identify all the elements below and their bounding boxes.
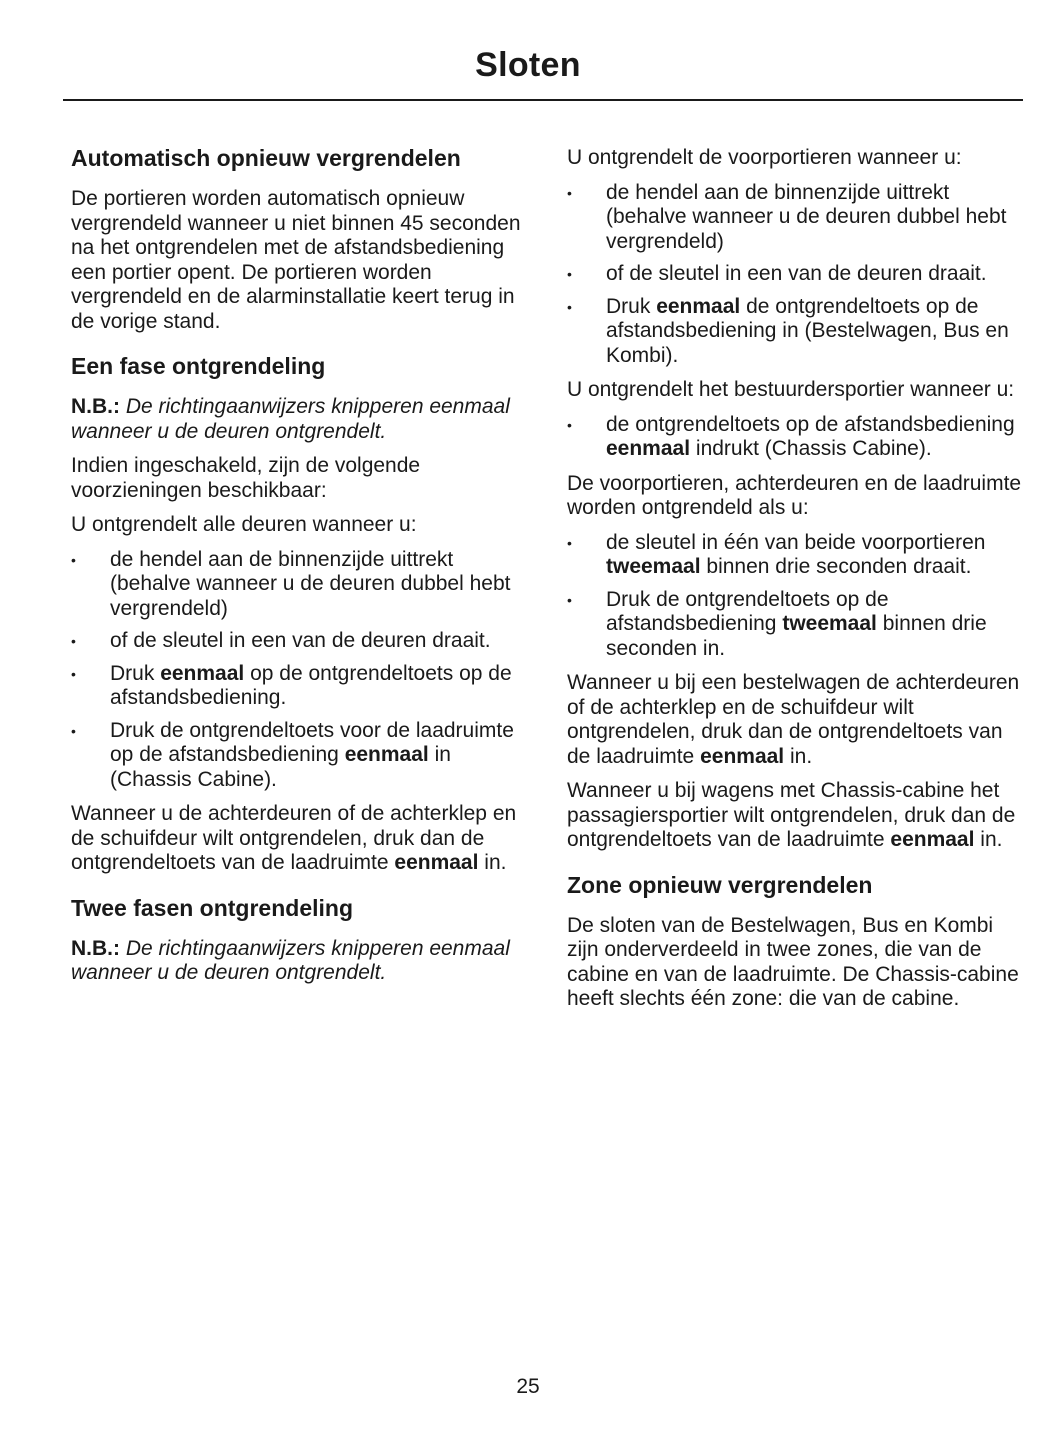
- paragraph-driver-door: U ontgrendelt het bestuurdersportier wanneer u:: [567, 378, 1015, 401]
- bullet-glyph: •: [71, 551, 76, 568]
- right-column: [567, 146, 1022, 1022]
- title-rule: [63, 99, 1023, 101]
- list-item: • Druk eenmaal op de ontgrendeltoets op de afstandsbediening.: [71, 661, 512, 709]
- bullet-glyph: •: [567, 416, 572, 433]
- note-label: N.B.:: [71, 395, 120, 418]
- page-title: Sloten: [475, 46, 581, 84]
- paragraph-rear-doors: Wanneer u de achterdeuren of de achterklep en de schuifdeur wilt ontgrendelen, druk dan de ontgrendeltoets van de laadruimte eenmaal in.: [71, 802, 517, 874]
- list-item: • de sleutel in één van beide voorportieren tweemaal binnen drie seconden draait.: [567, 530, 986, 578]
- page-number: 25: [516, 1375, 540, 1398]
- list-item: • de hendel aan de binnenzijde uittrekt (behalve wanneer u de deuren dubbel hebt vergrendeld): [567, 180, 1007, 253]
- list-item: • Druk de ontgrendeltoets voor de laadruimte op de afstandsbediening eenmaal in (Chassis Cabine).: [71, 718, 514, 791]
- bullet-glyph: •: [567, 184, 572, 201]
- left-column: [71, 146, 526, 996]
- list-all-doors: [71, 548, 526, 793]
- paragraph-front-doors: U ontgrendelt de voorportieren wanneer u:: [567, 146, 962, 169]
- list-item: • of de sleutel in een van de deuren draait.: [71, 629, 491, 652]
- list-front-doors: [567, 181, 1022, 369]
- bullet-glyph: •: [71, 665, 76, 682]
- note-text: De richtingaanwijzers knipperen eenmaal wanneer u de deuren ontgrendelt.: [71, 936, 510, 984]
- bullet-glyph: •: [71, 722, 76, 739]
- paragraph-auto-relock: De portieren worden automatisch opnieuw vergrendeld wanneer u niet binnen 45 seconden na het ontgrendelen met de afstandsbediening een portier opent. De portieren worden vergrendeld en de alarminstallatie keert terug in de vorige stand.: [71, 187, 521, 333]
- paragraph-van-rear: Wanneer u bij een bestelwagen de achterdeuren of de achterklep en de schuifdeur wilt ontgrendelen, druk dan de ontgrendeltoets van de laadruimte eenmaal in.: [567, 671, 1020, 768]
- note-label: N.B.:: [71, 936, 120, 960]
- bullet-glyph: •: [567, 298, 572, 315]
- list-item: • de ontgrendeltoets op de afstandsbediening eenmaal indrukt (Chassis Cabine).: [567, 412, 1015, 460]
- paragraph-features: Indien ingeschakeld, zijn de volgende voorzieningen beschikbaar:: [71, 454, 421, 502]
- note-single-stage: [71, 395, 526, 444]
- list-item: • of de sleutel in een van de deuren draait.: [567, 262, 987, 285]
- paragraph-all-areas: De voorportieren, achterdeuren en de laadruimte worden ontgrendeld als u:: [567, 471, 1022, 519]
- paragraph-all-doors: U ontgrendelt alle deuren wanneer u:: [71, 513, 417, 536]
- bullet-glyph: •: [567, 534, 572, 551]
- list-driver-door: [567, 413, 1022, 462]
- note-text: De richtingaanwijzers knipperen eenmaal wanneer u de deuren ontgrendelt.: [71, 395, 510, 443]
- list-item: • Druk de ontgrendeltoets op de afstandsbediening tweemaal binnen drie seconden in.: [567, 587, 987, 660]
- heading-zone-relock: Zone opnieuw vergrendelen: [567, 871, 873, 898]
- list-item: • de hendel aan de binnenzijde uittrekt (behalve wanneer u de deuren dubbel hebt vergrendeld): [71, 547, 511, 620]
- paragraph-chassis-cab: Wanneer u bij wagens met Chassis-cabine het passagiersportier wilt ontgrendelen, druk dan de ontgrendeltoets van de laadruimte eenmaal in.: [567, 779, 1016, 851]
- bullet-glyph: •: [567, 591, 572, 608]
- heading-two-stage: Twee fasen ontgrendeling: [71, 894, 353, 921]
- list-item: • Druk eenmaal de ontgrendeltoets op de afstandsbediening in (Bestelwagen, Bus en Kombi).: [567, 294, 1009, 367]
- note-two-stage: [71, 937, 526, 986]
- bullet-glyph: •: [567, 266, 572, 282]
- heading-auto-relock: Automatisch opnieuw vergrendelen: [71, 145, 461, 171]
- list-all-areas: [567, 531, 1022, 662]
- paragraph-zone-relock: De sloten van de Bestelwagen, Bus en Kombi zijn onderverdeeld in twee zones, die van de cabine en van de laadruimte. De Chassis-cabine heeft slechts één zone: die van de cabine.: [567, 913, 1019, 1010]
- bullet-glyph: •: [71, 633, 76, 649]
- heading-single-stage: Een fase ontgrendeling: [71, 353, 326, 379]
